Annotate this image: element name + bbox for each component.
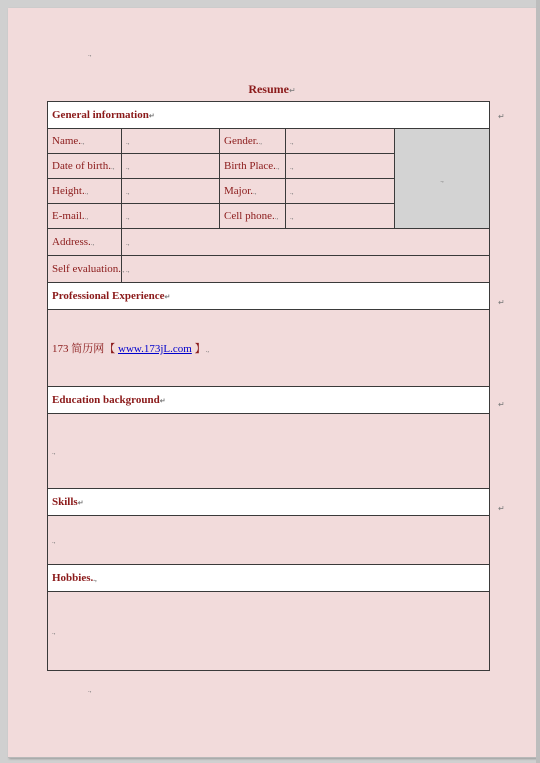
section-skills[interactable]: Skills↵ [48,489,490,516]
label-self-evaluation: Self evaluation.., [48,256,122,283]
paragraph-mark-bottom: ., [88,686,92,694]
experience-content[interactable]: 173 简历网【 www.173jL.com 】., [48,310,490,387]
row-end-mark: ↵ [498,504,505,513]
vertical-scrollbar[interactable] [536,0,540,763]
label-email: E-mail.., [48,204,122,229]
value-email[interactable]: ., [122,204,220,229]
section-education-background[interactable]: Education background↵ [48,387,490,414]
value-self-evaluation[interactable]: ., [122,256,490,283]
row-end-mark: ↵ [498,400,505,409]
value-name[interactable]: ., [122,129,220,154]
label-gender: Gender.., [220,129,286,154]
label-date-of-birth: Date of birth.., [48,154,122,179]
paragraph-mark: ↵ [288,86,296,95]
label-cell-phone: Cell phone.., [220,204,286,229]
value-height[interactable]: ., [122,179,220,204]
value-gender[interactable]: ., [286,129,395,154]
label-major: Major.., [220,179,286,204]
education-content[interactable]: ., [48,414,490,489]
value-cell-phone[interactable]: ., [286,204,395,229]
section-general-information[interactable]: General information↵ [48,102,490,129]
paragraph-mark-top: ., [88,50,92,58]
document-page [8,8,537,758]
skills-content[interactable]: ., [48,516,490,565]
resume-title [8,82,536,97]
website-link[interactable]: www.173jL.com [118,343,192,355]
experience-suffix: 】 [191,343,206,355]
label-name: Name.., [48,129,122,154]
section-hobbies[interactable]: Hobbies.., [48,565,490,592]
label-address: Address.., [48,229,122,256]
value-major[interactable]: ., [286,179,395,204]
row-end-mark: ↵ [498,298,505,307]
value-address[interactable]: ., [122,229,490,256]
section-professional-experience[interactable]: Professional Experience↵ [48,283,490,310]
resume-table [47,101,490,671]
label-height: Height.., [48,179,122,204]
label-birth-place: Birth Place.., [220,154,286,179]
photo-placeholder[interactable]: ., [395,129,490,229]
experience-prefix: 173 简历网【 [52,343,118,355]
hobbies-content[interactable]: ., [48,592,490,671]
row-end-mark: ↵ [498,112,505,121]
value-birth-place[interactable]: ., [286,154,395,179]
value-date-of-birth[interactable]: ., [122,154,220,179]
resume-title-text: Resume [248,82,289,96]
